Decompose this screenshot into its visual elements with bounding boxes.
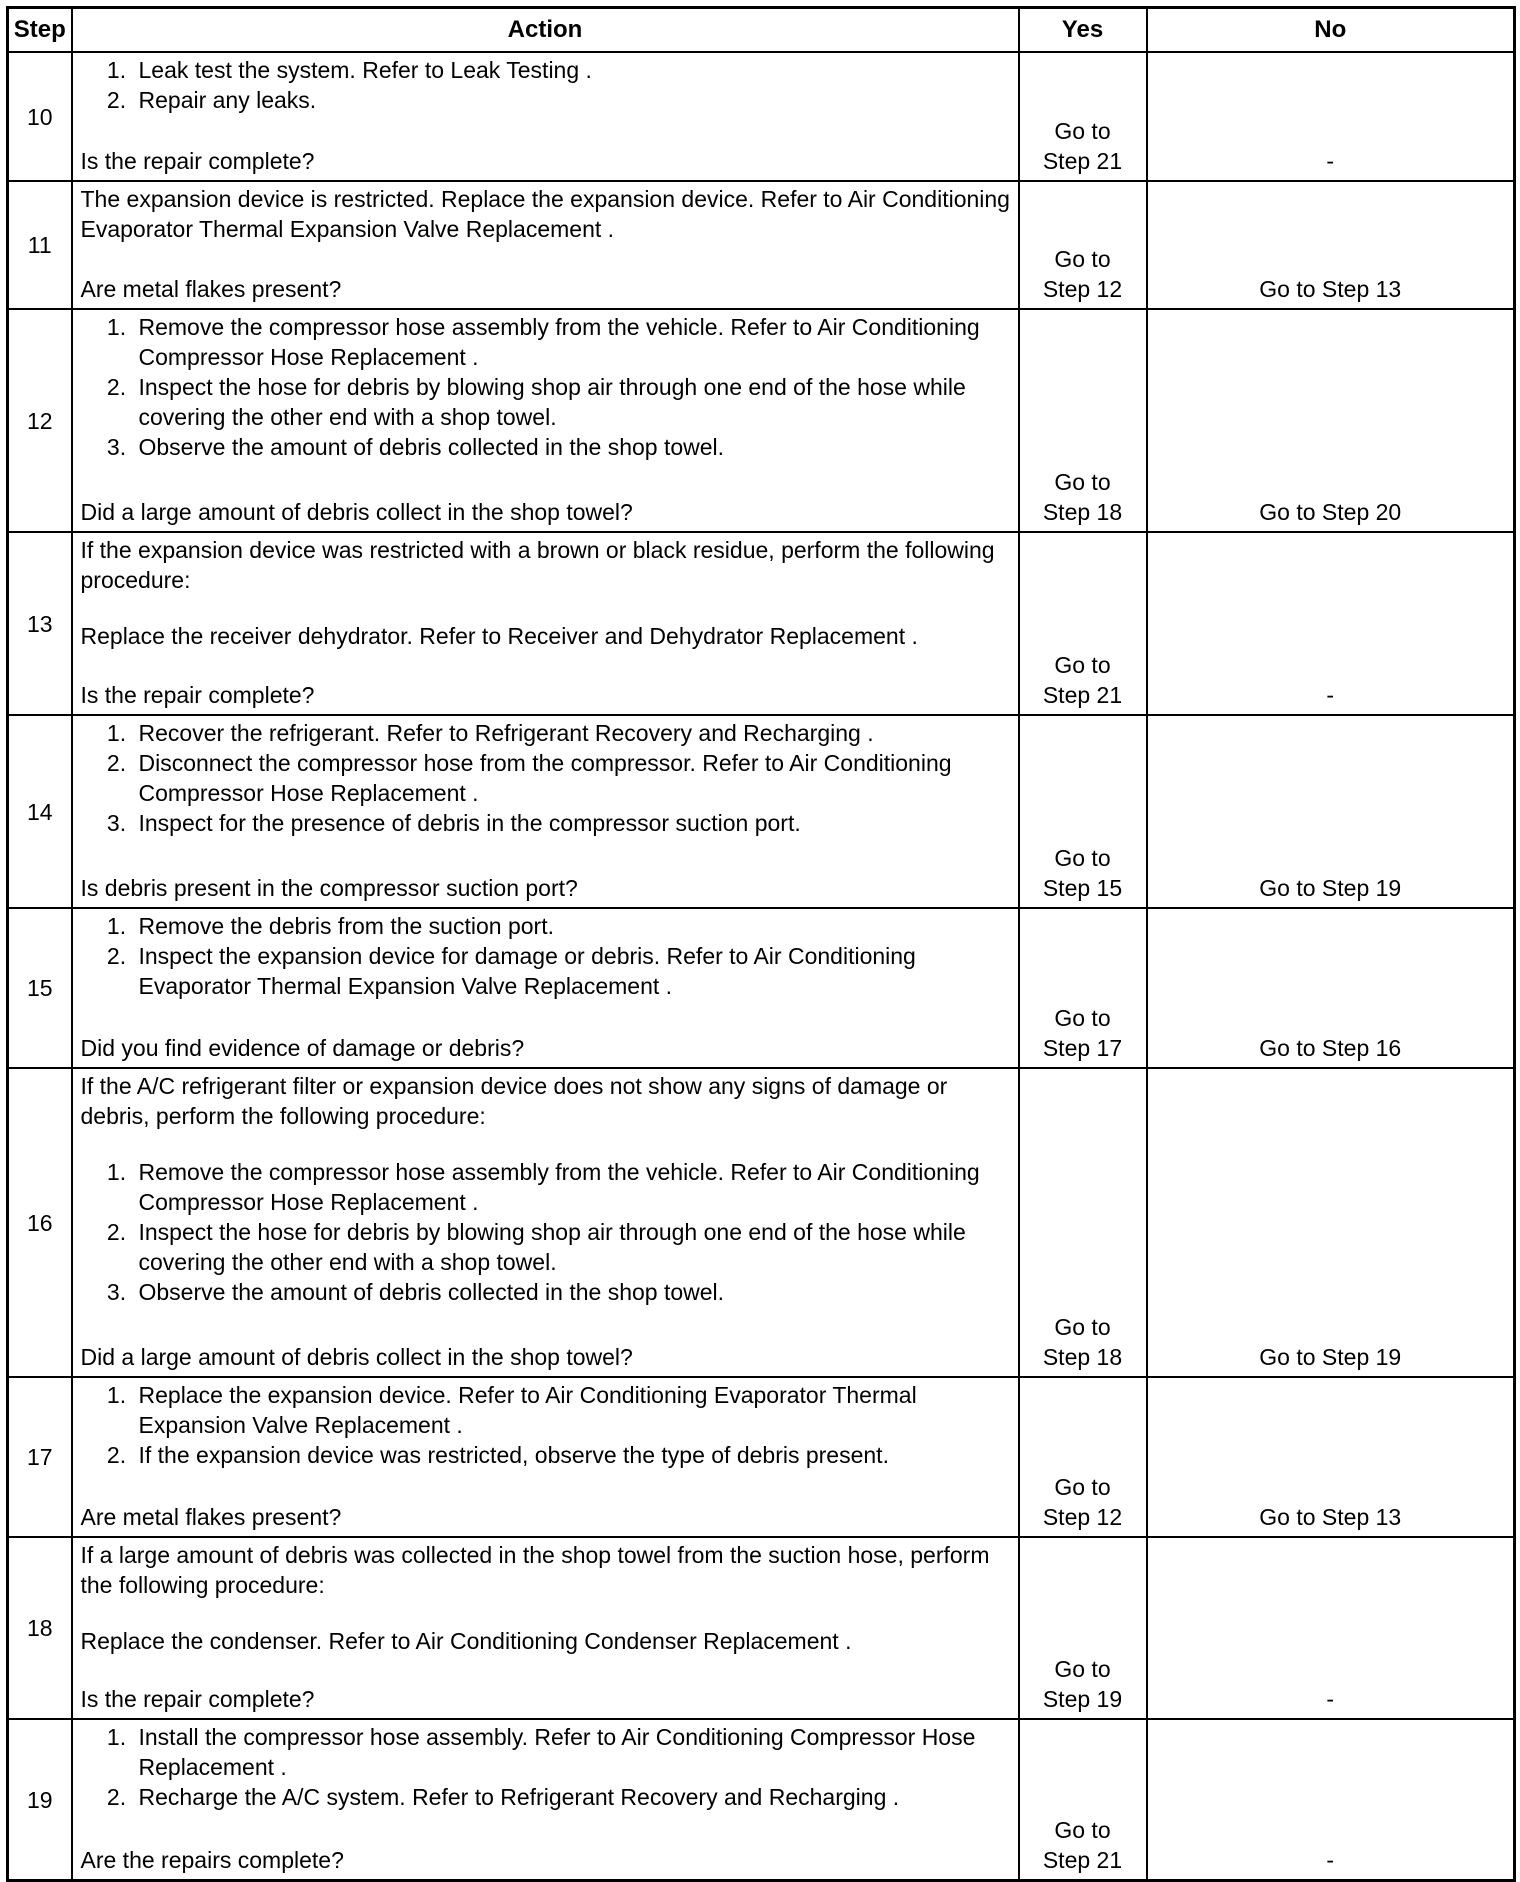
step-number: 14 <box>8 715 72 908</box>
yes-cell <box>1019 908 1147 1068</box>
action-steps-list <box>81 718 1012 838</box>
step-number: 18 <box>8 1537 72 1719</box>
action-steps-list <box>81 1157 1012 1307</box>
header-step: Step <box>8 8 72 53</box>
list-item: 1. Remove the compressor hose assembly from the vehicle. Refer to Air Conditioning Compressor Hose Replacement . <box>133 312 1012 372</box>
yes-cell <box>1019 532 1147 715</box>
action-steps-list <box>81 911 1012 1001</box>
action-cell <box>72 1719 1019 1881</box>
spacer <box>81 1131 1012 1157</box>
action-text: Replace the receiver dehydrator. Refer to Receiver and Dehydrator Replacement . <box>80 623 918 649</box>
table-body <box>8 52 1515 1881</box>
no-cell: - <box>1147 1537 1515 1719</box>
action-question: Are metal flakes present? <box>80 276 342 302</box>
action-text: Replace the condenser. Refer to Air Conditioning Condenser Replacement . <box>80 1628 852 1654</box>
yes-text: Go to <box>1054 118 1111 144</box>
step-number: 12 <box>8 309 72 532</box>
spacer <box>81 595 1012 621</box>
action-steps-list <box>81 1722 1012 1812</box>
yes-text: Step 17 <box>1042 1035 1123 1061</box>
yes-text: Go to <box>1054 246 1111 272</box>
action-cell <box>72 715 1019 908</box>
yes-text: Step 12 <box>1042 1504 1123 1530</box>
action-steps-list <box>81 55 1012 115</box>
action-cell <box>72 52 1019 181</box>
header-row <box>8 8 1515 53</box>
step-number: 17 <box>8 1377 72 1537</box>
action-intro: If the A/C refrigerant filter or expansion device does not show any signs of damage or debris, perform the following procedure: <box>80 1073 948 1129</box>
spacer <box>81 462 1012 497</box>
no-cell: Go to Step 19 <box>1147 1068 1515 1377</box>
spacer <box>81 1812 1012 1845</box>
yes-text: Go to <box>1054 1314 1111 1340</box>
action-cell <box>72 532 1019 715</box>
action-cell <box>72 181 1019 309</box>
yes-cell <box>1019 309 1147 532</box>
no-cell: - <box>1147 52 1515 181</box>
step-number: 13 <box>8 532 72 715</box>
table-row <box>8 908 1515 1068</box>
spacer <box>81 1001 1012 1033</box>
action-intro: If the expansion device was restricted with a brown or black residue, perform the following procedure: <box>80 537 995 593</box>
spacer <box>81 1656 1012 1684</box>
diagnostic-table <box>6 6 1516 1882</box>
no-cell: Go to Step 13 <box>1147 1377 1515 1537</box>
spacer <box>81 651 1012 680</box>
list-item: 2. Disconnect the compressor hose from the compressor. Refer to Air Conditioning Compressor Hose Replacement . <box>133 748 1012 808</box>
list-item: 1. Install the compressor hose assembly. Refer to Air Conditioning Compressor Hose Replacement . <box>133 1722 1012 1782</box>
yes-cell <box>1019 181 1147 309</box>
yes-text: Step 21 <box>1042 1847 1123 1873</box>
action-question: Is the repair complete? <box>80 682 315 708</box>
list-item: 2. Repair any leaks. <box>133 85 1012 115</box>
action-question: Is debris present in the compressor suction port? <box>80 875 578 901</box>
list-item: 1. Recover the refrigerant. Refer to Refrigerant Recovery and Recharging . <box>133 718 1012 748</box>
spacer <box>81 115 1012 146</box>
no-cell: Go to Step 20 <box>1147 309 1515 532</box>
yes-cell <box>1019 1068 1147 1377</box>
spacer <box>81 838 1012 873</box>
spacer <box>81 1470 1012 1502</box>
spacer <box>81 244 1012 274</box>
list-item: 2. Inspect the hose for debris by blowing shop air through one end of the hose while covering the other end with a shop towel. <box>133 1217 1012 1277</box>
yes-text: Step 18 <box>1042 1344 1123 1370</box>
list-item: 2. If the expansion device was restricted, observe the type of debris present. <box>133 1440 1012 1470</box>
no-cell: Go to Step 13 <box>1147 181 1515 309</box>
action-question: Are metal flakes present? <box>80 1504 342 1530</box>
list-item: 1. Replace the expansion device. Refer to Air Conditioning Evaporator Thermal Expansion Valve Replacement . <box>133 1380 1012 1440</box>
list-item: 1. Remove the compressor hose assembly from the vehicle. Refer to Air Conditioning Compressor Hose Replacement . <box>133 1157 1012 1217</box>
list-item: 3. Inspect for the presence of debris in the compressor suction port. <box>133 808 1012 838</box>
action-cell <box>72 1537 1019 1719</box>
yes-text: Go to <box>1054 1005 1111 1031</box>
action-question: Is the repair complete? <box>80 148 315 174</box>
list-item: 3. Observe the amount of debris collected in the shop towel. <box>133 432 1012 462</box>
table-row <box>8 52 1515 181</box>
action-cell <box>72 1068 1019 1377</box>
table-row <box>8 532 1515 715</box>
yes-text: Step 21 <box>1042 148 1123 174</box>
action-question: Did a large amount of debris collect in the shop towel? <box>80 1344 633 1370</box>
yes-text: Step 15 <box>1042 875 1123 901</box>
action-intro: The expansion device is restricted. Replace the expansion device. Refer to Air Conditioning Evaporator Thermal Expansion Valve Replacement . <box>80 186 1010 242</box>
yes-cell <box>1019 1719 1147 1881</box>
yes-text: Go to <box>1054 1474 1111 1500</box>
step-number: 15 <box>8 908 72 1068</box>
action-question: Are the repairs complete? <box>80 1847 344 1873</box>
list-item: 2. Inspect the hose for debris by blowing shop air through one end of the hose while covering the other end with a shop towel. <box>133 372 1012 432</box>
header-action: Action <box>72 8 1019 53</box>
list-item: 2. Recharge the A/C system. Refer to Refrigerant Recovery and Recharging . <box>133 1782 1012 1812</box>
table-row <box>8 1068 1515 1377</box>
yes-cell <box>1019 1377 1147 1537</box>
action-question: Is the repair complete? <box>80 1686 315 1712</box>
action-cell <box>72 1377 1019 1537</box>
table-row <box>8 1537 1515 1719</box>
yes-text: Go to <box>1054 1656 1111 1682</box>
action-intro: If a large amount of debris was collected in the shop towel from the suction hose, perform the following procedure: <box>80 1542 990 1598</box>
step-number: 19 <box>8 1719 72 1881</box>
no-cell: - <box>1147 532 1515 715</box>
yes-text: Step 19 <box>1042 1686 1123 1712</box>
step-number: 10 <box>8 52 72 181</box>
header-yes: Yes <box>1019 8 1147 53</box>
step-number: 11 <box>8 181 72 309</box>
yes-text: Step 12 <box>1042 276 1123 302</box>
list-item: 1. Remove the debris from the suction port. <box>133 911 1012 941</box>
spacer <box>81 1307 1012 1342</box>
no-cell: Go to Step 19 <box>1147 715 1515 908</box>
table-row <box>8 1377 1515 1537</box>
list-item: 2. Inspect the expansion device for damage or debris. Refer to Air Conditioning Evaporator Thermal Expansion Valve Replacement . <box>133 941 1012 1001</box>
yes-cell <box>1019 1537 1147 1719</box>
no-cell: - <box>1147 1719 1515 1881</box>
yes-cell <box>1019 52 1147 181</box>
step-number: 16 <box>8 1068 72 1377</box>
action-cell <box>72 309 1019 532</box>
list-item: 3. Observe the amount of debris collected in the shop towel. <box>133 1277 1012 1307</box>
yes-cell <box>1019 715 1147 908</box>
yes-text: Step 18 <box>1042 499 1123 525</box>
action-steps-list <box>81 312 1012 462</box>
list-item: 1. Leak test the system. Refer to Leak Testing . <box>133 55 1012 85</box>
yes-text: Go to <box>1054 652 1111 678</box>
yes-text: Step 21 <box>1042 682 1123 708</box>
table-row <box>8 309 1515 532</box>
action-question: Did a large amount of debris collect in the shop towel? <box>80 499 633 525</box>
action-cell <box>72 908 1019 1068</box>
spacer <box>81 1600 1012 1626</box>
table-row <box>8 181 1515 309</box>
yes-text: Go to <box>1054 469 1111 495</box>
header-no: No <box>1147 8 1515 53</box>
table-row <box>8 1719 1515 1881</box>
action-question: Did you find evidence of damage or debris? <box>80 1035 525 1061</box>
table-row <box>8 715 1515 908</box>
action-steps-list <box>81 1380 1012 1470</box>
yes-text: Go to <box>1054 845 1111 871</box>
no-cell: Go to Step 16 <box>1147 908 1515 1068</box>
yes-text: Go to <box>1054 1817 1111 1843</box>
